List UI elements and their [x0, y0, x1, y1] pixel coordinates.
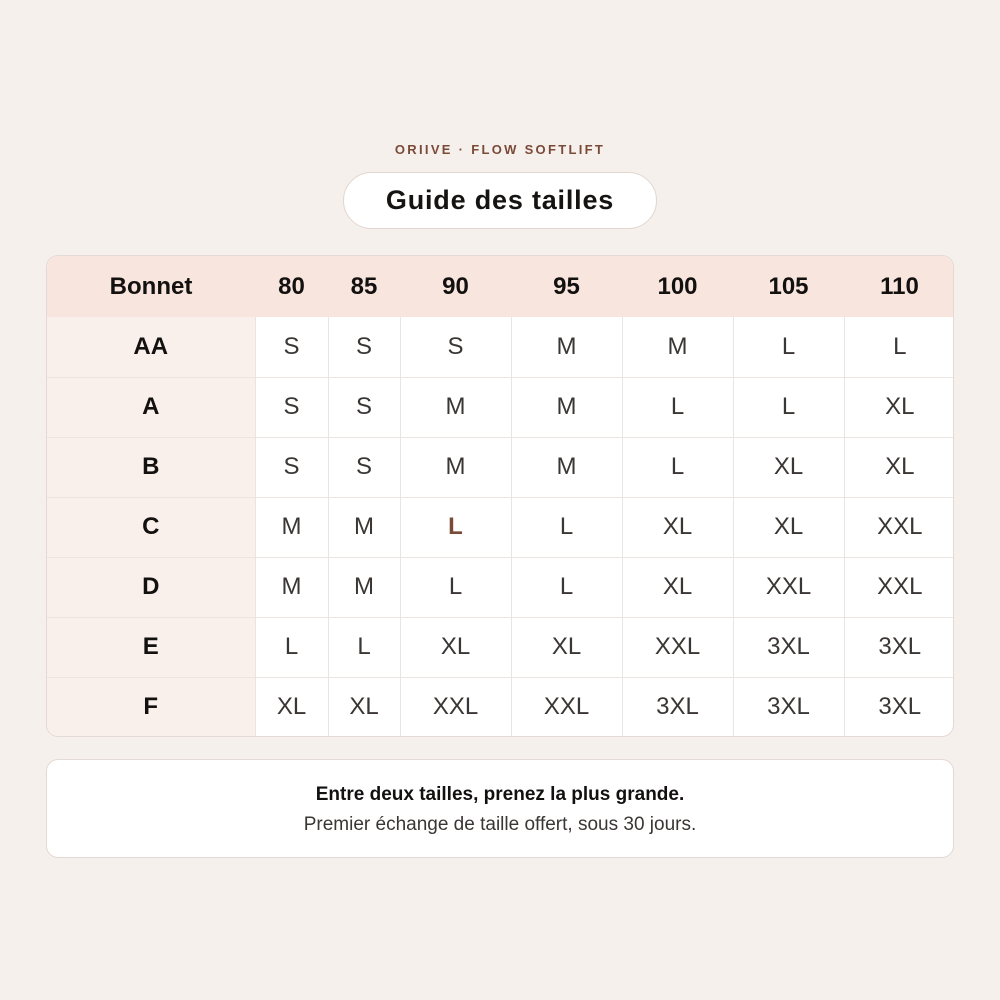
- size-cell: M: [400, 377, 511, 437]
- header-cell-band: 90: [400, 256, 511, 317]
- size-cell: M: [328, 497, 400, 557]
- size-cell: 3XL: [733, 677, 844, 737]
- size-cell: M: [511, 377, 622, 437]
- size-cell: M: [255, 557, 328, 617]
- size-cell: XL: [844, 437, 954, 497]
- size-cell: XXL: [844, 497, 954, 557]
- size-cell: L: [733, 377, 844, 437]
- size-cell: XL: [733, 437, 844, 497]
- size-cell: M: [400, 437, 511, 497]
- size-cell: XL: [733, 497, 844, 557]
- note-strong-text: Entre deux tailles, prenez la plus grande.: [315, 784, 685, 805]
- size-cell: XXL: [400, 677, 511, 737]
- header-cell-band: 100: [622, 256, 733, 317]
- table-header-row: [47, 256, 954, 317]
- size-cell: S: [328, 317, 400, 377]
- cup-cell: A: [47, 377, 255, 437]
- size-table: [47, 256, 954, 737]
- size-cell: L: [511, 497, 622, 557]
- header-cell-cup: Bonnet: [47, 256, 255, 317]
- size-cell: XL: [844, 377, 954, 437]
- size-cell: L: [622, 437, 733, 497]
- highlighted-size-cell: L: [400, 497, 511, 557]
- size-cell: XL: [511, 617, 622, 677]
- size-cell: 3XL: [733, 617, 844, 677]
- size-cell: XL: [328, 677, 400, 737]
- table-row: [47, 437, 954, 497]
- size-cell: XXL: [622, 617, 733, 677]
- size-cell: L: [400, 557, 511, 617]
- brand-label: ORIIVE · FLOW SOFTLIFT: [394, 142, 606, 157]
- cup-cell: D: [47, 557, 255, 617]
- size-cell: XL: [622, 557, 733, 617]
- cup-cell: C: [47, 497, 255, 557]
- size-cell: XL: [255, 677, 328, 737]
- size-cell: L: [622, 377, 733, 437]
- header-cell-band: 105: [733, 256, 844, 317]
- size-cell: L: [328, 617, 400, 677]
- size-cell: L: [733, 317, 844, 377]
- size-cell: XL: [622, 497, 733, 557]
- size-cell: M: [328, 557, 400, 617]
- cup-cell: AA: [47, 317, 255, 377]
- table-row: [47, 617, 954, 677]
- size-cell: S: [255, 317, 328, 377]
- table-row: [47, 557, 954, 617]
- size-cell: 3XL: [622, 677, 733, 737]
- size-cell: 3XL: [844, 677, 954, 737]
- size-cell: M: [511, 317, 622, 377]
- title-pill: [343, 172, 657, 229]
- cup-cell: B: [47, 437, 255, 497]
- size-cell: M: [511, 437, 622, 497]
- cup-cell: E: [47, 617, 255, 677]
- table-row: [47, 497, 954, 557]
- size-cell: L: [844, 317, 954, 377]
- size-cell: M: [255, 497, 328, 557]
- header-cell-band: 95: [511, 256, 622, 317]
- size-cell: L: [255, 617, 328, 677]
- page-title: Guide des tailles: [385, 185, 615, 215]
- size-cell: S: [328, 377, 400, 437]
- size-cell: 3XL: [844, 617, 954, 677]
- header-cell-band: 110: [844, 256, 954, 317]
- table-row: [47, 317, 954, 377]
- size-cell: L: [511, 557, 622, 617]
- header-cell-band: 85: [328, 256, 400, 317]
- cup-cell: F: [47, 677, 255, 737]
- size-cell: XXL: [733, 557, 844, 617]
- header-cell-band: 80: [255, 256, 328, 317]
- size-cell: S: [328, 437, 400, 497]
- size-cell: XXL: [511, 677, 622, 737]
- size-cell: S: [255, 377, 328, 437]
- size-cell: XL: [400, 617, 511, 677]
- size-cell: S: [400, 317, 511, 377]
- size-table-card: [46, 255, 954, 737]
- table-row: [47, 677, 954, 737]
- size-cell: M: [622, 317, 733, 377]
- table-row: [47, 377, 954, 437]
- note-card: [46, 759, 954, 858]
- note-sub-text: Premier échange de taille offert, sous 30 jours.: [303, 814, 697, 835]
- size-cell: XXL: [844, 557, 954, 617]
- size-cell: S: [255, 437, 328, 497]
